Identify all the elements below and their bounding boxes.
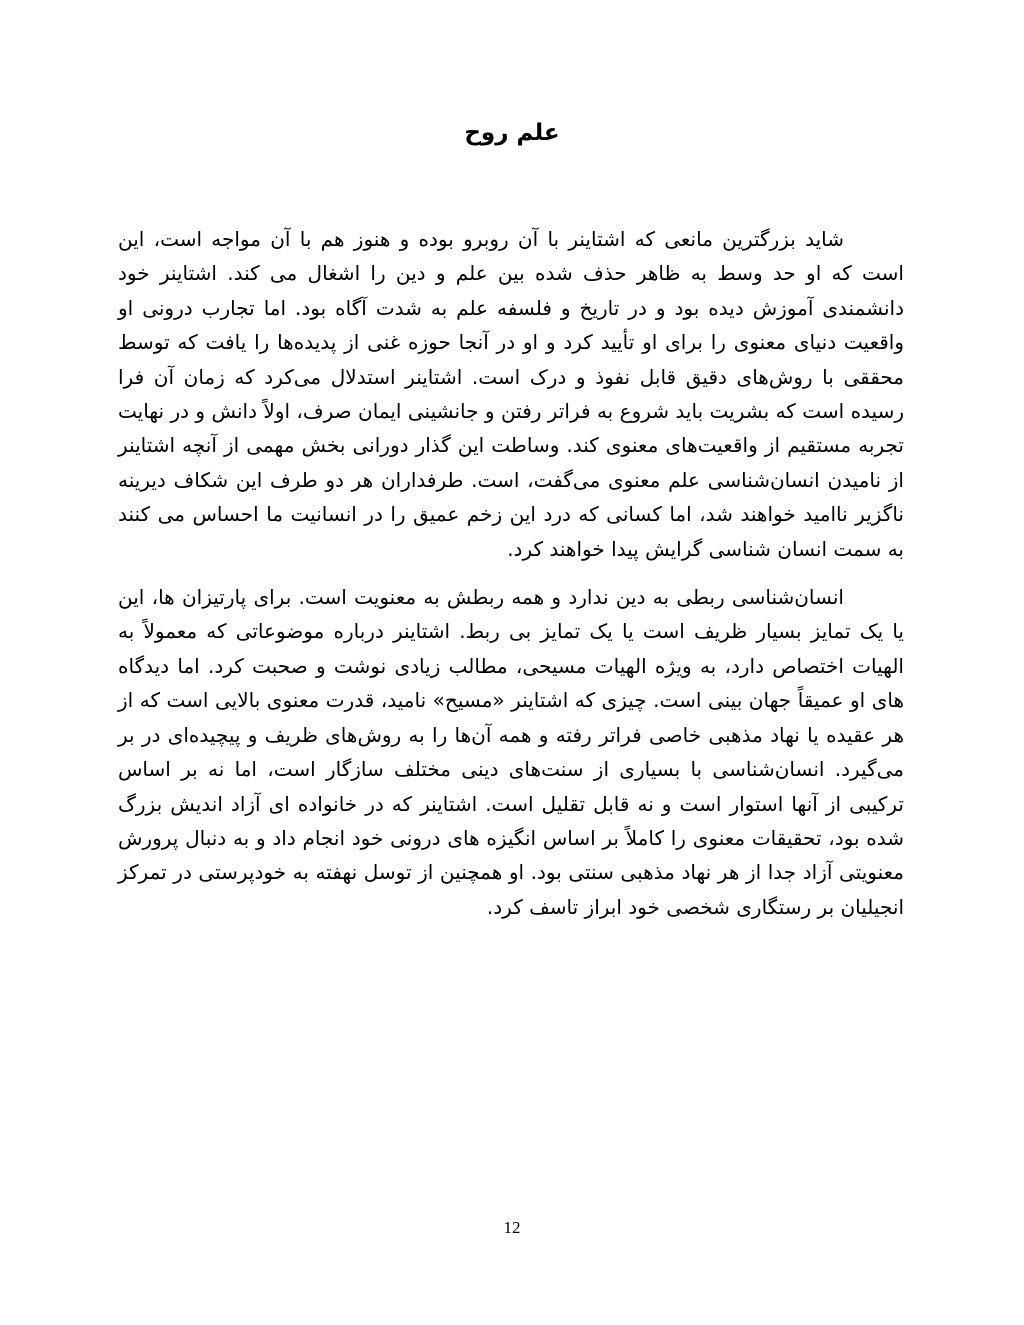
page-number: 12 bbox=[503, 1218, 521, 1237]
page-title: علم روح bbox=[464, 120, 560, 146]
body-text bbox=[118, 222, 904, 938]
paragraph-2: انسان‌شناسی ربطی به دین ندارد و همه ربطش به معنویت است. برای پارتیزان ها، این یا یک تمایز بسیار ظریف است یا یک تمایز بی ربط. اشتاینر درباره موضوعاتی که معمولاً به الهیات اختصاص دارد، به ویژه الهیات مسیحی، مطالب زیادی نوشت و صحبت کرد. اما دیدگاه های او عمیقاً جهان بینی است. چیزی که اشتاینر «مسیح» نامید، قدرت معنوی بالایی است که از هر عقیده یا نهاد مذهبی خاصی فراتر رفته و همه آن‌ها را به روش‌های ظریف و پیچیده‌ای در بر می‌گیرد. انسان‌شناسی با بسیاری از سنت‌های دینی مختلف سازگار است، اما نه بر اساس ترکیبی از آنها استوار است و نه قابل تقلیل است. اشتاینر که در خانواده ای آزاد اندیش بزرگ شده بود، تحقیقات معنوی را کاملاً بر اساس انگیزه های درونی خود انجام داد و به دنبال پرورش معنویتی آزاد جدا از هر نهاد مذهبی سنتی بود. او همچنین از توسل نهفته به خودپرستی در تمرکز انجیلیان بر رستگاری شخصی خود ابراز تاسف کرد. bbox=[118, 585, 904, 919]
paragraph-1: شاید بزرگترین مانعی که اشتاینر با آن روبرو بوده و هنوز هم با آن مواجه است، این است که او حد وسط به ظاهر حذف شده بین علم و دین را اشغال می کند. اشتاینر خود دانشمندی آموزش دیده بود و در تاریخ و فلسفه علم به شدت آگاه بود. اما تجارب درونی او واقعیت دنیای معنوی را برای او تأیید کرد و او در آنجا حوزه غنی از پدیده‌ها را یافت که توسط محققی با روش‌های دقیق قابل نفوذ و درک است. اشتاینر استدلال می‌کرد که زمان آن فرا رسیده است که بشریت باید شروع به فراتر رفتن و جانشینی ایمان صرف، اولاً دانش و در نهایت تجربه مستقیم از واقعیت‌های معنوی کند. وساطت این گذار دورانی بخش مهمی از آنچه اشتاینر از نامیدن انسان‌شناسی علم معنوی می‌گفت، است. طرفداران هر دو طرف این شکاف دیرینه ناگزیر ناامید خواهند شد، اما کسانی که درد این زخم عمیق را در انسانیت ما احساس می کنند به سمت انسان شناسی گرایش پیدا خواهند کرد. bbox=[118, 227, 904, 561]
